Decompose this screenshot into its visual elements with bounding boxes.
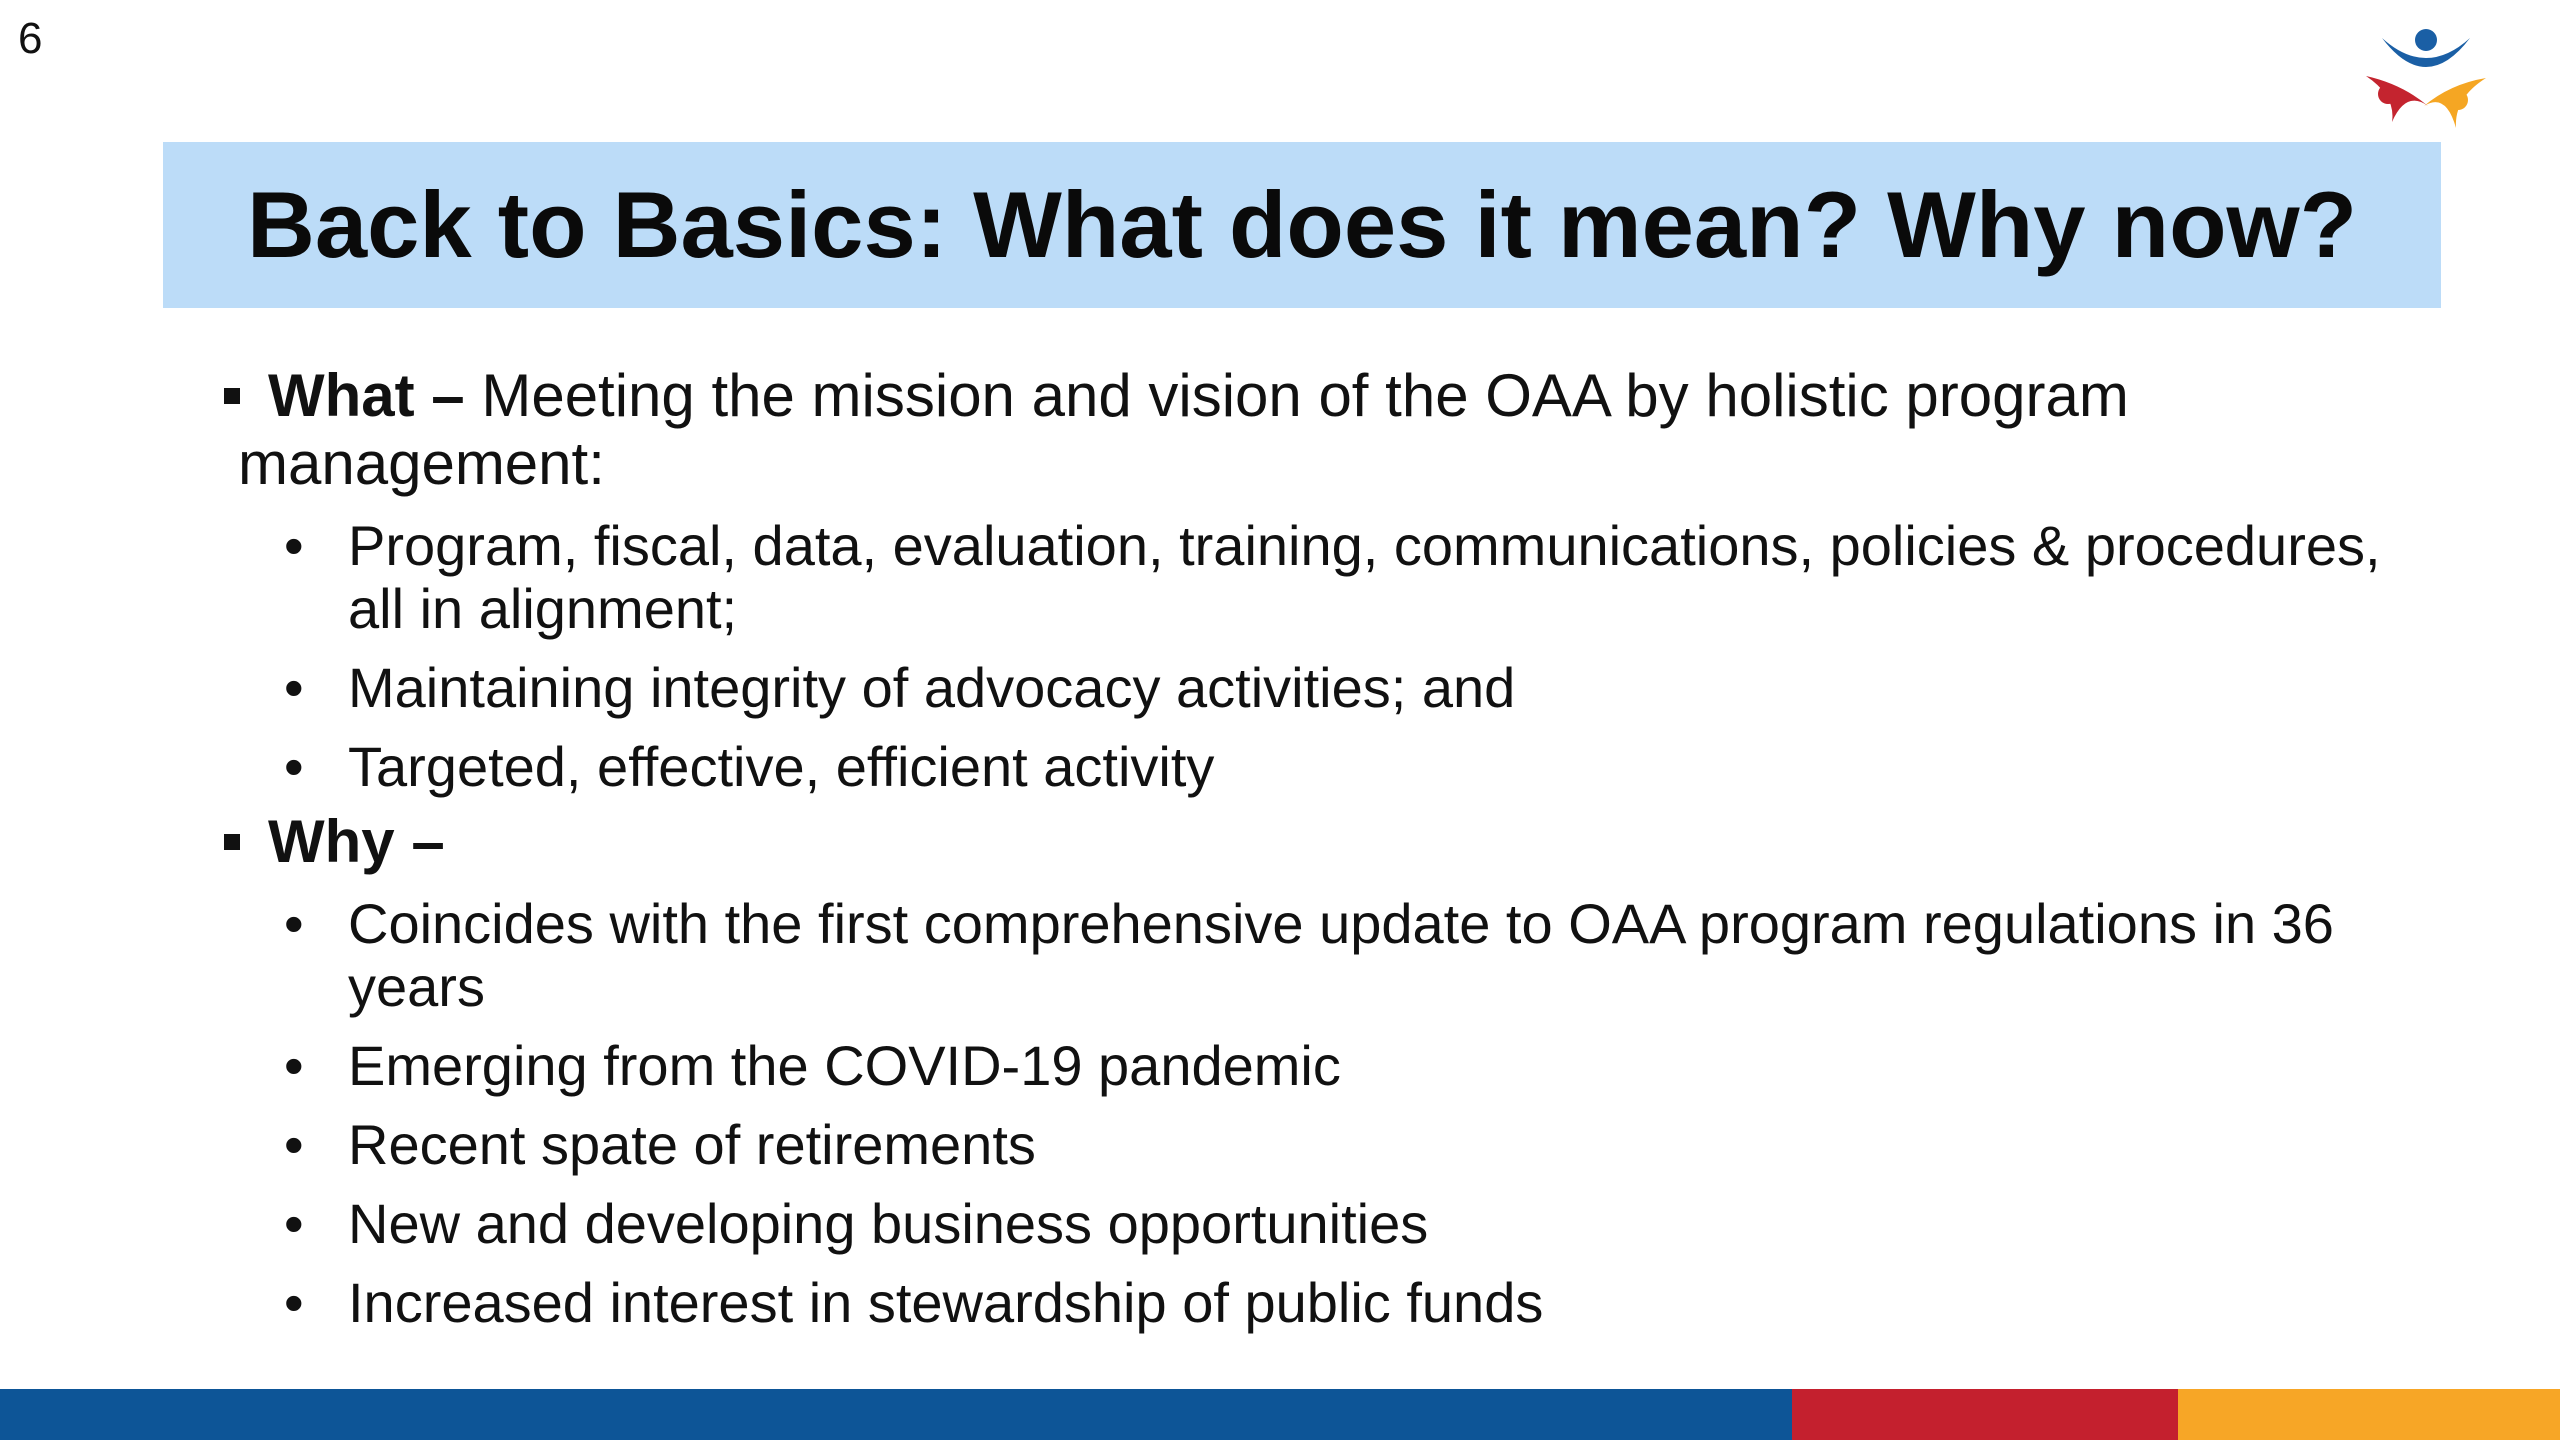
slide-title: Back to Basics: What does it mean? Why now?: [246, 172, 2358, 277]
footer-blue-segment: [0, 1389, 1792, 1440]
square-bullet-icon: [224, 388, 240, 404]
footer-color-bar: [0, 1389, 2560, 1440]
bullet-icon: •: [284, 735, 304, 798]
square-bullet-icon: [224, 834, 240, 850]
bullet-icon: •: [284, 1034, 304, 1097]
list-item: [284, 514, 2398, 640]
section-what-text: Meeting the mission and vision of the OAA by holistic program management:: [238, 362, 2129, 497]
slide-number: 6: [18, 14, 43, 63]
list-item-text: Recent spate of retirements: [348, 1113, 1036, 1176]
footer-red-segment: [1792, 1389, 2178, 1440]
section-why: [218, 808, 2398, 876]
section-what-label: What –: [268, 362, 465, 429]
list-item-text: Coincides with the first comprehensive update to OAA program regulations in 36 years: [348, 892, 2334, 1018]
list-item: [284, 1034, 2398, 1097]
list-item-text: New and developing business opportunities: [348, 1192, 1429, 1255]
list-item: [284, 735, 2398, 798]
bullet-icon: •: [284, 1192, 304, 1255]
bullet-icon: •: [284, 1271, 304, 1334]
list-item-text: Emerging from the COVID-19 pandemic: [348, 1034, 1341, 1097]
list-item-text: Program, fiscal, data, evaluation, training, communications, policies & procedures, all in alignment;: [348, 514, 2381, 640]
section-why-label: Why –: [268, 808, 445, 875]
title-band: [163, 142, 2441, 308]
bullet-icon: •: [284, 892, 304, 955]
list-item-text: Maintaining integrity of advocacy activities; and: [348, 656, 1516, 719]
bullet-icon: •: [284, 1113, 304, 1176]
people-figures-logo-icon: [2362, 26, 2490, 136]
footer-orange-segment: [2178, 1389, 2560, 1440]
list-item: [284, 1192, 2398, 1255]
bullet-icon: •: [284, 514, 304, 577]
list-item: [284, 656, 2398, 719]
list-item-text: Targeted, effective, efficient activity: [348, 735, 1215, 798]
list-item: [284, 892, 2398, 1018]
list-item: [284, 1113, 2398, 1176]
bullet-icon: •: [284, 656, 304, 719]
slide-content: [218, 352, 2398, 1334]
list-item-text: Increased interest in stewardship of public funds: [348, 1271, 1544, 1334]
section-what: [218, 362, 2398, 498]
list-item: [284, 1271, 2398, 1334]
